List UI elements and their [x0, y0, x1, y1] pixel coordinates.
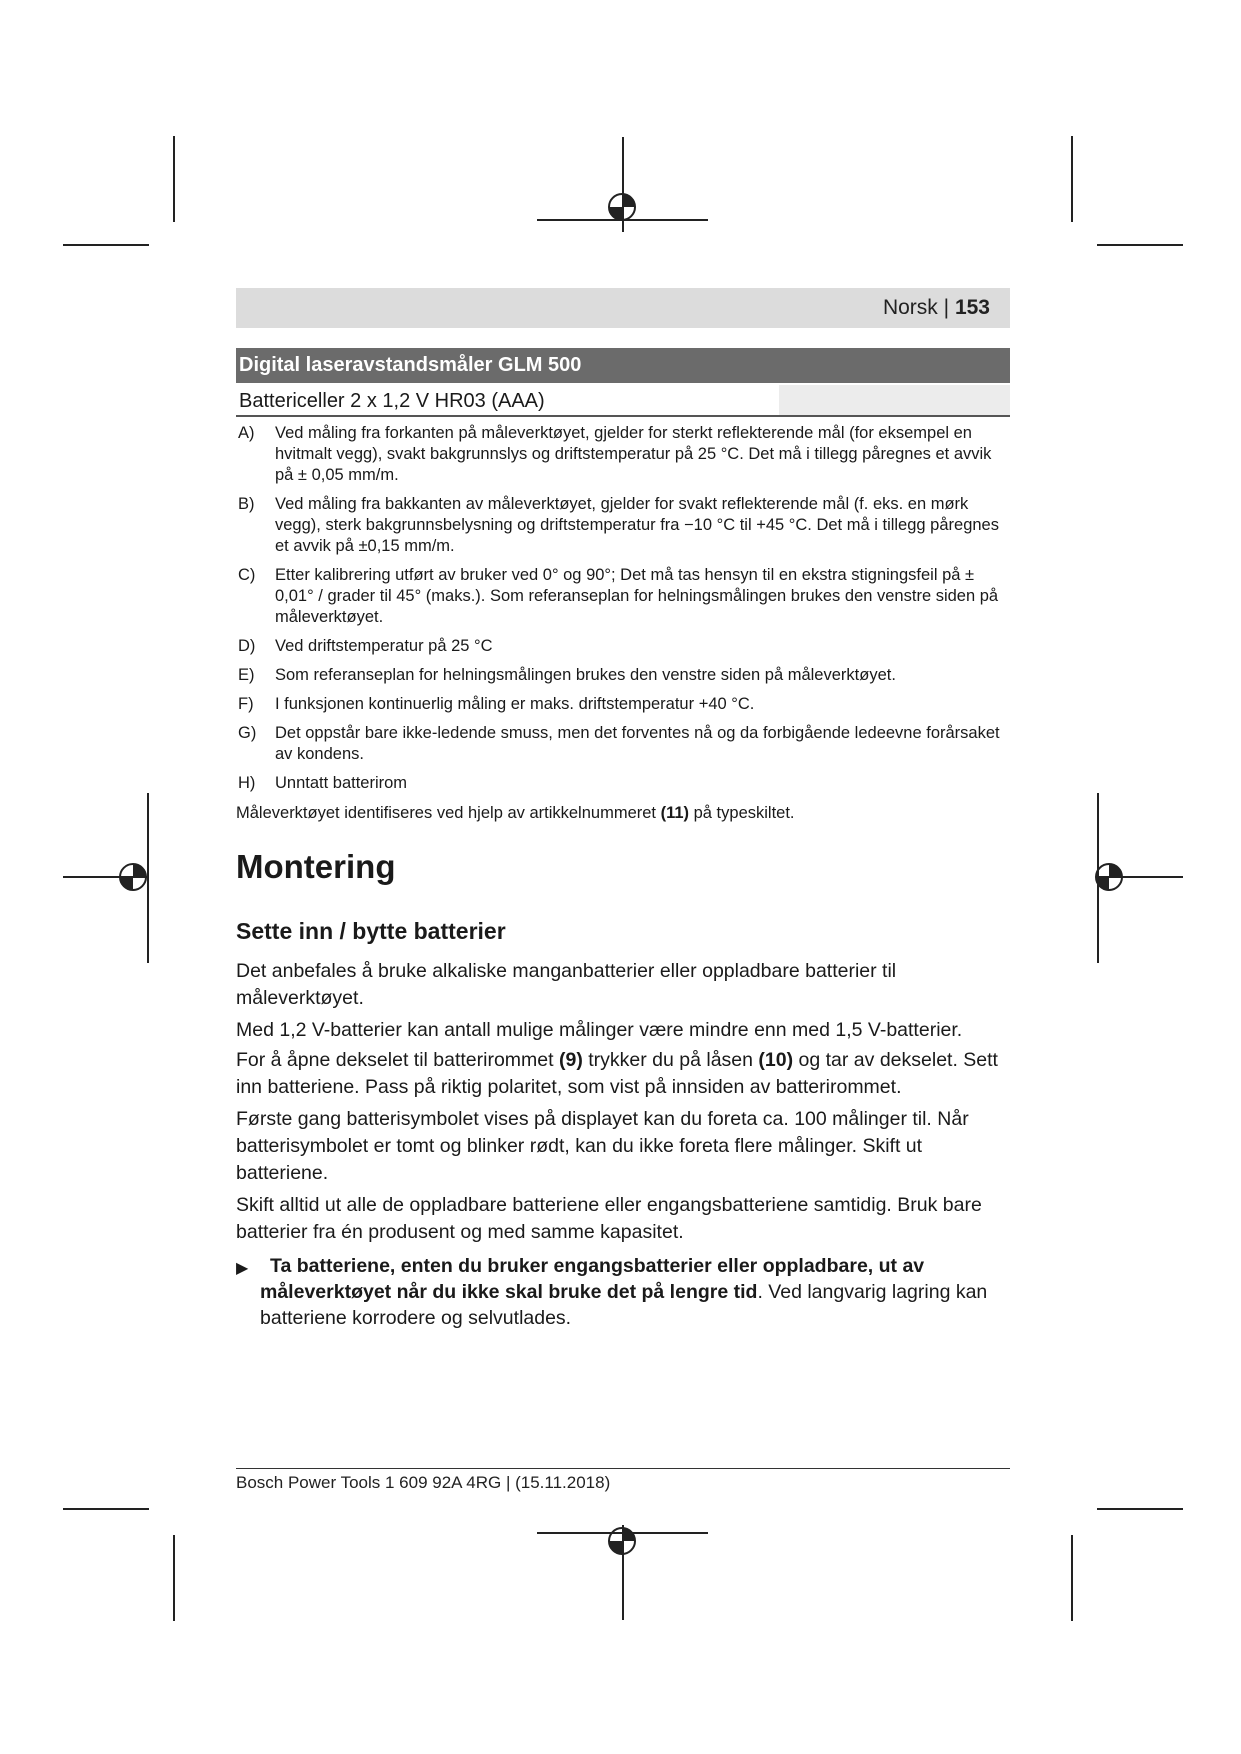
- crosshair-bottom-icon: [602, 1521, 642, 1561]
- table-row: [236, 385, 1010, 417]
- warning-note: [236, 1253, 1011, 1331]
- footer-text: Bosch Power Tools 1 609 92A 4RG | (15.11.2018): [236, 1473, 611, 1492]
- paragraph: For å åpne dekselet til batterirommet (9) trykker du på låsen (10) og tar av dekselet. Sett inn batteriene. Pass på riktig polaritet, som vist på innsiden av batterirommet.: [236, 1049, 998, 1098]
- table-cell-shade: [779, 385, 1010, 415]
- footnote-letter: C): [238, 566, 256, 584]
- section-title: Montering: [236, 848, 396, 885]
- footnote-item: [238, 665, 1010, 686]
- footnote-text: Ved driftstemperatur på 25 °C: [275, 637, 493, 655]
- footnote-letter: F): [238, 695, 254, 713]
- footnote-letter: A): [238, 424, 255, 442]
- page-header: [236, 288, 1010, 328]
- footnote-item: [238, 723, 1010, 765]
- ref-number: (10): [758, 1049, 794, 1071]
- ref-number: (11): [660, 804, 690, 822]
- footnote-item: [238, 636, 1010, 657]
- footer-divider: [236, 1468, 1010, 1469]
- identification-text: Måleverktøyet identifiseres ved hjelp av artikkelnummeret (11) på typeskiltet.: [236, 804, 795, 822]
- table-title: Digital laseravstandsmåler GLM 500: [236, 348, 1010, 383]
- footnote-text: Ved måling fra forkanten på måleverktøyet, gjelder for sterkt reflekterende mål (for eksempel en hvitmalt vegg), svakt bakgrunnslys og driftstemperatur på 25 °C. Det må i tillegg påregnes et avvik på ± 0,05 mm/m.: [275, 424, 992, 484]
- footnote-item: [238, 423, 1010, 486]
- footnote-text: I funksjonen kontinuerlig måling er maks. driftstemperatur +40 °C.: [275, 695, 755, 713]
- subsection-title: Sette inn / bytte batterier: [236, 918, 506, 944]
- footnote-letter: G): [238, 724, 257, 742]
- table-row-label: Battericeller 2 x 1,2 V HR03 (AAA): [239, 390, 545, 412]
- crosshair-left-icon: [113, 857, 153, 897]
- paragraph: Skift alltid ut alle de oppladbare batteriene eller engangsbatteriene samtidig. Bruk bare batterier fra én produsent og med samme kapasitet.: [236, 1194, 982, 1243]
- paragraph: Med 1,2 V-batterier kan antall mulige målinger være mindre enn med 1,5 V-batterier.: [236, 1019, 963, 1041]
- paragraph: Det anbefales å bruke alkaliske manganbatterier eller oppladbare batterier til måleverktøyet.: [236, 960, 897, 1009]
- footnote-letter: E): [238, 666, 255, 684]
- header-language: Norsk: [882, 296, 938, 319]
- footnote-text: Ved måling fra bakkanten av måleverktøyet, gjelder for svakt reflekterende mål (f. eks. en mørk vegg), sterk bakgrunnsbelysning og driftstemperatur fra −10 °C til +45 °C. Det må i tillegg påregnes et avvik på ±0,15 mm/m.: [275, 495, 999, 555]
- header-text: [883, 296, 990, 320]
- triangle-right-icon: ▶: [236, 1260, 249, 1277]
- ref-number: (9): [558, 1049, 583, 1071]
- footnotes: [238, 423, 1010, 794]
- footnote-letter: D): [238, 637, 256, 655]
- footnote-item: [238, 694, 1010, 715]
- footnote-text: Som referanseplan for helningsmålingen brukes den venstre siden på måleverktøyet.: [275, 666, 896, 684]
- warning-bold-line1: Ta batteriene, enten du bruker engangsbatterier eller oppladbare, ut av: [270, 1255, 925, 1277]
- header-separator: |: [943, 296, 950, 319]
- footnote-item: [238, 494, 1010, 557]
- footnote-text: Det oppstår bare ikke-ledende smuss, men det forventes nå og da forbigående ledeevne forårsaket av kondens.: [275, 724, 1000, 763]
- footnote-letter: H): [238, 774, 256, 792]
- footnote-text: Etter kalibrering utført av bruker ved 0° og 90°; Det må tas hensyn til en ekstra stigningsfeil på ± 0,01° / grader til 45° (maks.). Som referanseplan for helningsmålingen brukes den venstre siden på måleverktøyet.: [275, 566, 999, 626]
- footnote-letter: B): [238, 495, 255, 513]
- footnote-item: [238, 565, 1010, 628]
- page-number: 153: [954, 296, 990, 319]
- warning-bold-line2: måleverktøyet når du ikke skal bruke det på lengre tid: [260, 1281, 758, 1303]
- footnote-item: [238, 773, 1010, 794]
- crosshair-right-icon: [1089, 857, 1129, 897]
- paragraph: Første gang batterisymbolet vises på displayet kan du foreta ca. 100 målinger til. Når batterisymbolet er tomt og blinker rødt, kan du ikke foreta flere målinger. Skift ut batteriene.: [236, 1108, 969, 1184]
- footnote-text: Unntatt batterirom: [275, 774, 408, 792]
- crosshair-top-icon: [602, 187, 642, 227]
- warning-rest: . Ved langvarig lagring kan batteriene korrodere og selvutlades.: [260, 1281, 988, 1329]
